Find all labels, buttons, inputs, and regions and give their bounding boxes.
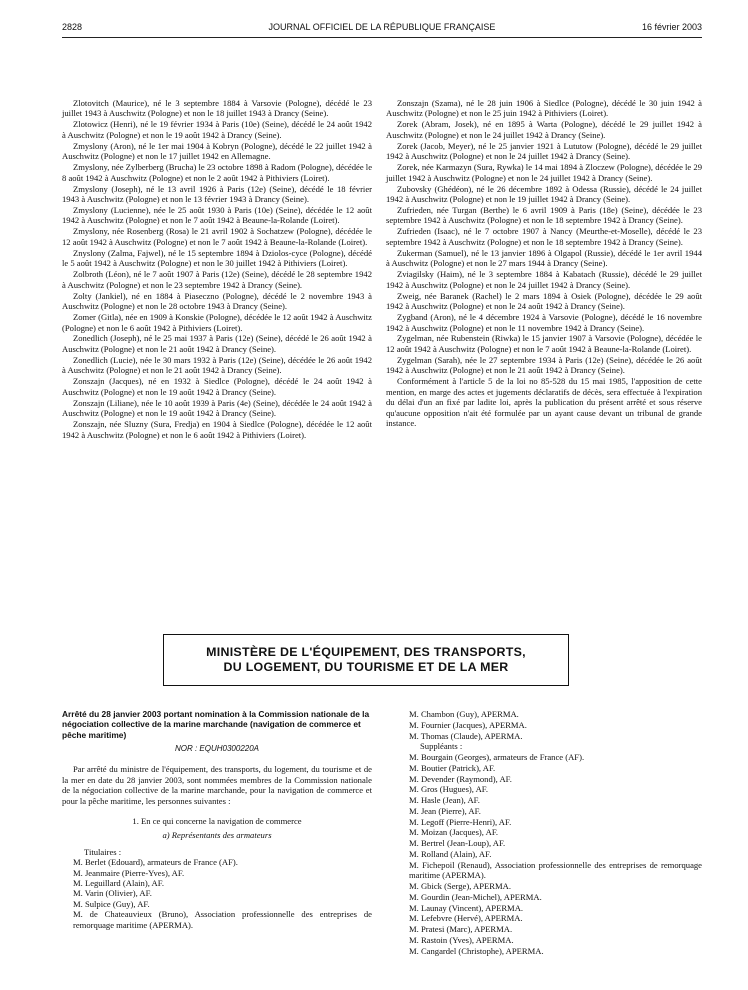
death-record-entry: Zorek, née Karmazyn (Sura, Rywka) le 14 mai 1894 à Zloczew (Pologne), décédée le 29 juillet 1942 à Auschwitz (Pologne) et non le 24 juillet 1942 à Drancy (Seine).	[386, 162, 702, 183]
issue-date: 16 février 2003	[641, 22, 702, 32]
death-record-entry: Zlotowicz (Henri), né le 19 février 1934 à Paris (10e) (Seine), décédé le 24 août 1942 à Auschwitz (Pologne) et non le 19 août 1942 à Drancy (Seine).	[62, 119, 372, 140]
member-list-item: M. Launay (Vincent), APERMA.	[409, 902, 524, 913]
death-record-entry: Zygelman, née Rubenstein (Riwka) le 15 janvier 1907 à Varsovie (Pologne), décédée le 12 août 1942 à Auschwitz (Pologne) et non le 7 août 1942 à Beaune-la-Rolande (Loiret).	[386, 333, 702, 354]
member-list-item: M. Pratesi (Marc), APERMA.	[409, 924, 513, 934]
header-rule	[62, 37, 702, 38]
death-record-entry: Zolbroth (Léon), né le 7 août 1907 à Paris (12e) (Seine), décédé le 28 septembre 1942 à Auschwitz (Pologne) et non le 23 septembre 1942 à Drancy (Seine).	[62, 269, 372, 290]
member-list-item: M. Thomas (Claude), APERMA.	[409, 730, 523, 741]
death-record-entry: Zmyslony, née Rosenberg (Rosa) le 21 avril 1902 à Sochatzew (Pologne), décédée le 12 août 1942 à Auschwitz (Pologne) et non le 7 août 1942 à Beaune-la-Rolande (Loiret).	[62, 226, 372, 247]
member-list-item: M. Berlet (Edouard), armateurs de France (AF).	[73, 857, 238, 868]
member-list-item: M. Sulpice (Guy), AF.	[73, 898, 150, 909]
member-list-item: M. Boutier (Patrick), AF.	[409, 762, 496, 773]
member-list-item: M. Fournier (Jacques), APERMA.	[409, 719, 527, 730]
page-header	[62, 22, 702, 36]
death-record-entry: Zomer (Gitla), née en 1909 à Konskie (Pologne), décédée le 12 août 1942 à Auschwitz (Pologne) et non le 6 août 1942 à Pithiviers (Loiret).	[62, 312, 372, 333]
member-list-item: M. Legoff (Pierre-Henri), AF.	[409, 816, 512, 827]
member-list-item: M. Chambon (Guy), APERMA.	[409, 709, 519, 719]
death-record-entry: Zygelman (Sarah), née le 27 septembre 1934 à Paris (12e) (Seine), décédée le 26 août 1942 à Auschwitz (Pologne) et non le 21 août 1942 à Drancy (Seine).	[386, 354, 702, 376]
death-record-entry: Zygband (Aron), né le 4 décembre 1924 à Varsovie (Pologne), décédé le 16 novembre 1942 à Auschwitz (Pologne) et non le 11 novembre 1942 à Drancy (Seine).	[386, 312, 702, 333]
member-list-item: M. Gourdin (Jean-Michel), APERMA.	[409, 891, 542, 902]
arrete-title: Arrêté du 28 janvier 2003 portant nomination à la Commission nationale de la négociation collective de la marine marchande (navigation de commerce et pêche maritime)	[62, 709, 370, 740]
death-record-entry: Zmyslony (Lucienne), née le 25 août 1930 à Paris (10e) (Seine), décédée le 12 août 1942 à Auschwitz (Pologne) et non le 7 août 1942 à Beaune-la-Rolande (Loiret).	[62, 205, 372, 226]
member-list-item: M. Rolland (Alain), AF.	[409, 848, 492, 859]
page-number: 2828	[62, 22, 83, 32]
ministry-heading-line2: DU LOGEMENT, DU TOURISME ET DE LA MER	[223, 660, 509, 674]
member-list-item: M. Jean (Pierre), AF.	[409, 805, 481, 816]
ministry-heading-line1: MINISTÈRE DE L'ÉQUIPEMENT, DES TRANSPORTS,	[206, 645, 526, 659]
member-list-item: M. Bourgain (Georges), armateurs de France (AF).	[409, 752, 585, 762]
member-list-item: M. Leguillard (Alain), AF.	[73, 877, 164, 888]
member-list-item: M. Fichepoil (Renaud), Association professionnelle des entreprises de remorquage maritime (APERMA).	[409, 859, 702, 881]
death-record-entry: Zweig, née Baranek (Rachel) le 2 mars 1894 à Osiek (Pologne), décédée le 29 août 1942 à Auschwitz (Pologne) et non le 24 août 1942 à Drancy (Seine).	[386, 290, 702, 312]
death-record-entry: Zlotovitch (Maurice), né le 3 septembre 1884 à Varsovie (Pologne), décédé le 23 juillet 1943 à Auschwitz (Pologne) et non le 18 juillet 1943 à Drancy (Seine).	[62, 98, 372, 119]
titulaires-label: Titulaires :	[84, 846, 122, 857]
death-record-entry: Zukerman (Samuel), né le 13 janvier 1896 à Olgapol (Russie), décédé le 1er avril 1944 à Auschwitz (Pologne) et non le 27 mars 1944 à Drancy (Seine).	[386, 247, 702, 269]
member-list-item: M. Varin (Olivier), AF.	[73, 888, 152, 899]
death-record-entry: Zonedlich (Joseph), né le 25 mai 1937 à Paris (12e) (Seine), décédé le 26 août 1942 à Auschwitz (Pologne) et non le 21 août 1942 à Drancy (Seine).	[62, 333, 372, 354]
member-list-item: M. Bertrel (Jean-Loup), AF.	[409, 838, 506, 848]
death-record-entry: Zonszajn (Liliane), née le 10 août 1939 à Paris (4e) (Seine), décédée le 24 août 1942 à Auschwitz (Pologne) et non le 19 août 1942 à Drancy (Seine).	[62, 397, 372, 419]
death-record-entry: Zufrieden (Isaac), né le 7 octobre 1907 à Nancy (Meurthe-et-Moselle), décédé le 23 septembre 1942 à Auschwitz (Pologne) et non le 18 septembre 1942 à Drancy (Seine).	[386, 226, 702, 247]
suppleants-label: Suppléants :	[420, 741, 463, 752]
death-record-entry: Zufrieden, née Turgan (Berthe) le 6 avril 1909 à Paris (18e) (Seine), décédée le 23 septembre 1942 à Auschwitz (Pologne) et non le 18 septembre 1942 à Drancy (Seine).	[386, 205, 702, 226]
death-record-entry: Zonszajn, née Sluzny (Sura, Fredja) en 1904 à Siedlce (Pologne), décédée le 12 août 1942 à Auschwitz (Pologne) et non le 6 août 1942 à Pithiviers (Loiret).	[62, 419, 372, 440]
suppleants-list	[398, 752, 702, 956]
member-list-item: M. Gros (Hugues), AF.	[409, 784, 489, 795]
death-record-entry: Zmyslony (Aron), né le 1er mai 1904 à Kobryn (Pologne), décédé le 22 juillet 1942 à Auschwitz (Pologne) et non le 17 juillet 1942 en Allemagne.	[62, 140, 372, 162]
death-record-entry: Zubovsky (Ghédéon), né le 26 décembre 1892 à Odessa (Russie), décédé le 24 juillet 1942 à Auschwitz (Pologne) et non le 19 juillet 1942 à Drancy (Seine).	[386, 183, 702, 205]
ministry-heading-box	[163, 634, 569, 686]
nor-reference: NOR : EQUH0300220A	[174, 743, 260, 753]
journal-title: JOURNAL OFFICIEL DE LA RÉPUBLIQUE FRANÇAISE	[268, 22, 496, 32]
member-list-item: M. Cangardel (Christophe), APERMA.	[409, 945, 544, 956]
titulaires-list	[62, 857, 372, 930]
arrete-right-column	[398, 709, 702, 956]
arrete-left-column	[62, 709, 372, 930]
death-record-entry: Zorek (Abram, Josek), né en 1895 à Warta (Pologne), décédé le 29 juillet 1942 à Auschwitz (Pologne) et non le 24 juillet 1942 à Drancy (Seine).	[386, 119, 702, 140]
left-column	[62, 98, 372, 441]
member-list-item: M. Moizan (Jacques), AF.	[409, 827, 499, 838]
death-record-entry: Zolty (Jankiel), né en 1884 à Piaseczno (Pologne), décédé le 2 novembre 1943 à Auschwitz (Pologne) et non le 28 octobre 1943 à Drancy (Seine).	[62, 290, 372, 312]
subsection-heading: a) Représentants des armateurs	[162, 830, 272, 841]
death-record-entry: Zmyslony, née Zylberberg (Brucha) le 23 octobre 1898 à Radom (Pologne), décédée le 8 août 1942 à Auschwitz (Pologne) et non le 2 août 1942 à Pithiviers (Loiret).	[62, 162, 373, 183]
right-column	[386, 98, 702, 429]
member-list-item: M. Jeanmaire (Pierre-Yves), AF.	[73, 867, 185, 878]
member-list-item: M. Hasle (Jean), AF.	[409, 795, 480, 805]
member-list-item: M. Lefebvre (Hervé), APERMA.	[409, 913, 523, 924]
death-record-entry: Znyslony (Zalma, Fajwel), né le 15 septembre 1894 à Dziolos-cyce (Pologne), décédé le 5 août 1942 à Auschwitz (Pologne) et non le 30 juillet 1942 à Pithiviers (Loiret).	[62, 247, 372, 269]
member-list-item: M. de Chateauvieux (Bruno), Association professionnelle des entreprises de remorquage maritime (APERMA).	[73, 909, 372, 930]
arrete-intro: Par arrêté du ministre de l'équipement, des transports, du logement, du tourisme et de la mer en date du 28 janvier 2003, sont nommées membres de la Commission nationale de la négociation collective de la marine marchande, pour la navigation de commerce et pour la pêche maritime, les personnes suivantes :	[62, 764, 372, 806]
section-heading: 1. En ce qui concerne la navigation de commerce	[132, 815, 302, 826]
member-list-item: M. Gbick (Serge), APERMA.	[409, 881, 512, 891]
death-record-entry: Zviagilsky (Haim), né le 3 septembre 1884 à Kabatach (Russie), décédé le 29 juillet 1942 à Auschwitz (Pologne) et non le 24 juillet 1942 à Drancy (Seine).	[386, 269, 702, 290]
death-record-entry: Zorek (Jacob, Meyer), né le 25 janvier 1921 à Lututow (Pologne), décédé le 29 juillet 1942 à Auschwitz (Pologne) et non le 24 juillet 1942 à Drancy (Seine).	[386, 140, 702, 162]
conclusion-paragraph: Conformément à l'article 5 de la loi no 85-528 du 15 mai 1985, l'apposition de cette mention, en marge des actes et jugements déclaratifs de décès, sera effectuée à l'expiration du délai d'un an fixé par ladite loi, après la publication du présent arrêté et sous réserve qu'aucune opposition n'ait été formulée par un ayant cause devant un tribunal de grande instance.	[386, 376, 702, 429]
death-record-entry: Zonszajn (Jacques), né en 1932 à Siedlce (Pologne), décédé le 24 août 1942 à Auschwitz (Pologne) et non le 19 août 1942 à Drancy (Seine).	[62, 376, 372, 397]
death-record-entry: Zonszajn (Szama), né le 28 juin 1906 à Siedlce (Pologne), décédé le 30 juin 1942 à Auschwitz (Pologne) et non le 25 juin 1942 à Pithiviers (Loiret).	[386, 98, 702, 119]
death-record-entry: Zonedlich (Lucie), née le 30 mars 1932 à Paris (12e) (Seine), décédée le 26 août 1942 à Auschwitz (Pologne) et non le 21 août 1942 à Drancy (Seine).	[62, 354, 372, 376]
titulaires-list-continued	[398, 709, 702, 741]
member-list-item: M. Rastoin (Yves), APERMA.	[409, 934, 514, 945]
member-list-item: M. Devender (Raymond), AF.	[409, 773, 512, 784]
death-record-entry: Zmyslony (Joseph), né le 13 avril 1926 à Paris (12e) (Seine), décédé le 18 février 1943 à Auschwitz (Pologne) et non le 13 février 1943 à Drancy (Seine).	[62, 183, 372, 205]
